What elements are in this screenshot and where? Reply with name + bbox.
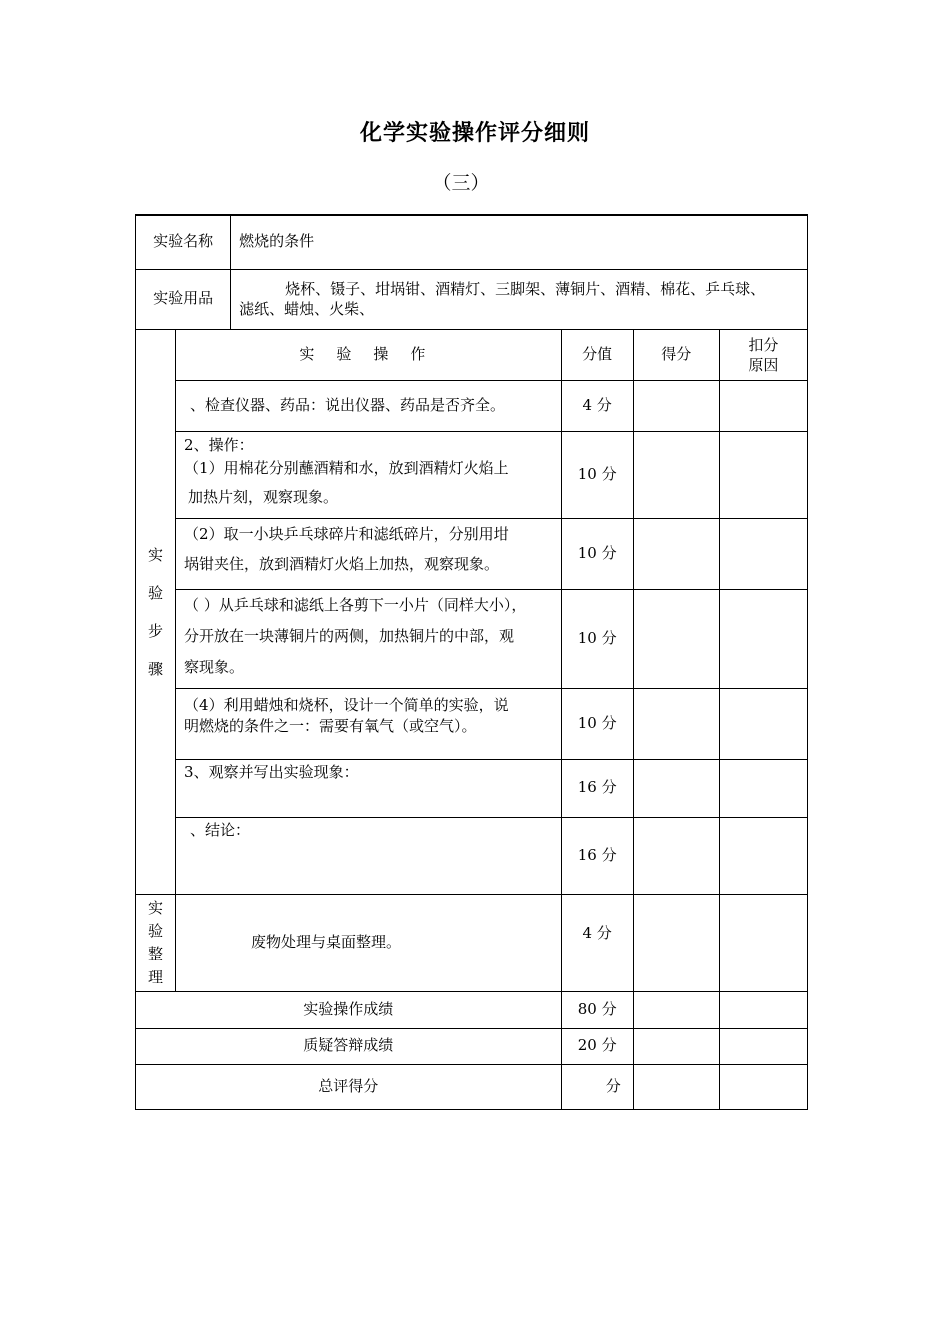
deduction-reason-column-header: 扣分 原因 [719, 329, 807, 380]
step-text: 、检查仪器、药品：说出仪器、药品是否齐全。 [176, 380, 562, 431]
cleanup-row [136, 894, 808, 991]
experiment-name-value: 燃烧的条件 [231, 215, 808, 269]
deduction-cell[interactable] [719, 991, 807, 1028]
total-row [136, 1064, 808, 1109]
deduction-cell[interactable] [719, 431, 807, 518]
score-cell[interactable] [633, 589, 719, 688]
deduction-cell[interactable] [719, 518, 807, 589]
score-cell[interactable] [633, 431, 719, 518]
page-title: 化学实验操作评分细则 [359, 121, 590, 146]
experiment-supplies-value [231, 269, 808, 329]
cleanup-label: 实 验 整 理 [148, 898, 164, 986]
total-label: 质疑答辩成绩 [136, 1028, 562, 1064]
step-points: 10 分 [561, 518, 633, 589]
experiment-supplies-row [136, 269, 808, 329]
deduction-cell[interactable] [719, 380, 807, 431]
score-cell[interactable] [633, 817, 719, 894]
cleanup-label-cell [136, 894, 176, 991]
table-row [136, 431, 808, 518]
table-row [136, 759, 808, 817]
table-row [136, 589, 808, 688]
total-label: 总评得分 [136, 1064, 562, 1109]
score-cell[interactable] [633, 759, 719, 817]
deduction-cell[interactable] [719, 894, 807, 991]
step-text: 2、操作： （1）用棉花分别蘸酒精和水，放到酒精灯火焰上 加热片刻，观察现象。 [176, 431, 562, 518]
supplies-line-1: 烧杯、镊子、坩埚钳、酒精灯、三脚架、薄铜片、酒精、棉花、乒乓球、 [285, 280, 766, 298]
score-cell[interactable] [633, 518, 719, 589]
experiment-name-label: 实验名称 [136, 215, 231, 269]
score-cell[interactable] [633, 991, 719, 1028]
table-row [136, 688, 808, 759]
score-cell[interactable] [633, 380, 719, 431]
total-points: 80 分 [561, 991, 633, 1028]
cleanup-text: 废物处理与桌面整理。 [176, 894, 562, 991]
step-points: 10 分 [561, 431, 633, 518]
total-points: 20 分 [561, 1028, 633, 1064]
step-points: 10 分 [561, 688, 633, 759]
deduction-cell[interactable] [719, 817, 807, 894]
total-row [136, 991, 808, 1028]
deduction-cell[interactable] [719, 1064, 807, 1109]
supplies-line-2: 滤纸、蜡烛、火柴、 [239, 300, 375, 318]
cleanup-points: 4 分 [561, 894, 633, 991]
total-points: 分 [561, 1064, 633, 1109]
table-row [136, 518, 808, 589]
operation-column-header: 实验操作 [176, 329, 562, 380]
page-subtitle: （三） [432, 172, 490, 194]
step-points: 10 分 [561, 589, 633, 688]
deduction-cell[interactable] [719, 589, 807, 688]
score-cell[interactable] [633, 1064, 719, 1109]
column-header-row [136, 329, 808, 380]
score-cell[interactable] [633, 688, 719, 759]
step-points: 16 分 [561, 817, 633, 894]
step-text: （ ）从乒乓球和滤纸上各剪下一小片（同样大小）， 分开放在一块薄铜片的两侧，加热铜片的中部，观 察现象。 [176, 589, 562, 688]
deduction-cell[interactable] [719, 759, 807, 817]
step-points: 16 分 [561, 759, 633, 817]
table-row [136, 817, 808, 894]
steps-label: 实 验 步 骤 [148, 545, 164, 678]
experiment-name-row [136, 215, 808, 269]
step-text: （4）利用蜡烛和烧杯，设计一个简单的实验，说 明燃烧的条件之一：需要有氧气（或空气）。 [176, 688, 562, 759]
scoring-table [135, 214, 808, 1110]
table-row [136, 380, 808, 431]
step-text: 、结论： [176, 817, 562, 894]
experiment-supplies-label: 实验用品 [136, 269, 231, 329]
total-label: 实验操作成绩 [136, 991, 562, 1028]
deduction-cell[interactable] [719, 1028, 807, 1064]
points-column-header: 分值 [561, 329, 633, 380]
step-text: （2）取一小块乒乓球碎片和滤纸碎片，分别用坩 埚钳夹住，放到酒精灯火焰上加热，观察现象。 [176, 518, 562, 589]
score-column-header: 得分 [633, 329, 719, 380]
step-text: 3、观察并写出实验现象： [176, 759, 562, 817]
deduction-cell[interactable] [719, 688, 807, 759]
step-points: 4 分 [561, 380, 633, 431]
score-cell[interactable] [633, 894, 719, 991]
total-row [136, 1028, 808, 1064]
score-cell[interactable] [633, 1028, 719, 1064]
steps-label-cell [136, 329, 176, 894]
